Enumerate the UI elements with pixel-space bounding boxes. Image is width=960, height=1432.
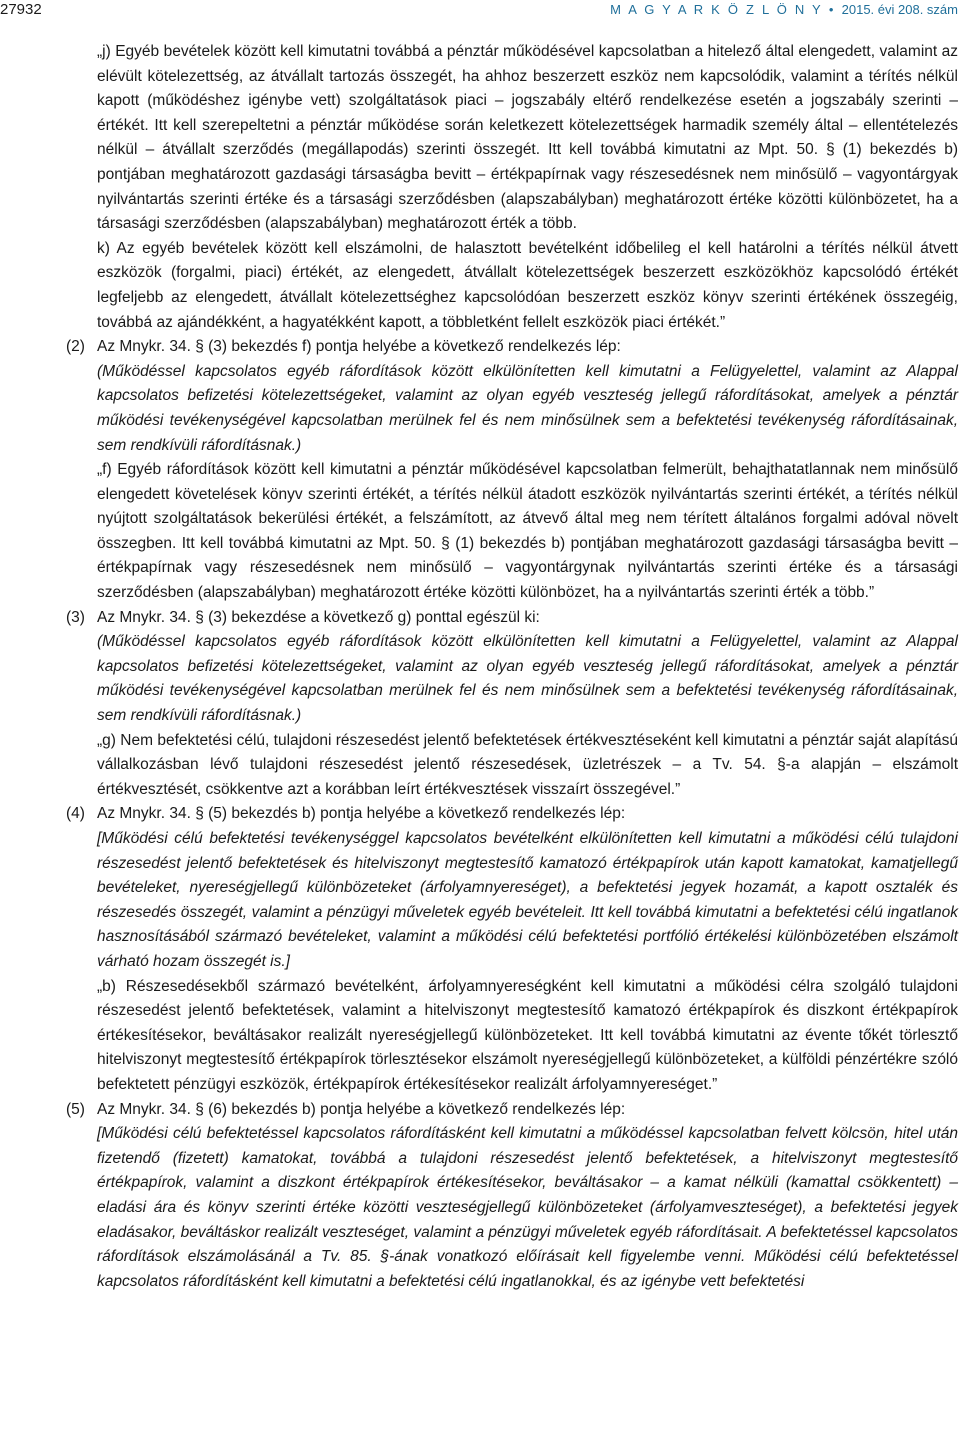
item-5-intro: Az Mnykr. 34. § (6) bekezdés b) pontja helyébe a következő rendelkezés lép: bbox=[97, 1100, 626, 1118]
item-5-context: [Működési célú befektetéssel kapcsolatos ráfordításként kell kimutatni a működéssel kapcsolatban felvett kölcsön, hitel után fizetendő (fizetett) kamatokat, továbbá a tulajdoni részesedést jelentő befektetések, a hitelviszonyt megtestesítő értékpapírok, valamint a diszkont értékpapírok értékesítésekor, beváltásakor – a kamat nélküli (kamattal csökkentett) – eladási ára és könyv szerinti értéke közötti veszteségjellegű különbözeteket (árfolyamveszteséget), a befektetési jegyek eladásakor, beváltáskor realizált veszteséget, valamint a pénzügyi műveletek egyéb ráfordításait. A befektetéssel kapcsolatos ráfordítások elszámolásánál a Tv. 85. §-ának vonatkozó előírásait kell figyelembe venni. Működési célú befektetéssel kapcsolatos ráfordításként kell kimutatni a befektetési célú ingatlanokkal, és az igénybe vett befektetési bbox=[97, 1125, 958, 1290]
item-2-context: (Működéssel kapcsolatos egyéb ráfordítások között elkülönítetten kell kimutatni a Felügyelettel, valamint az Alappal kapcsolatos befizetési kötelezettségeket, valamint az olyan egyéb veszteség jellegű ráfordításokat, amelyek a pénztár működési tevékenységével kapcsolatban merülnek fel és nem minősülnek sem a befektetési tevékenység ráfordításainak, sem rendkívüli ráfordításnak.) bbox=[97, 362, 958, 454]
item-2-quote: „f) Egyéb ráfordítások között kell kimutatni a pénztár működésével kapcsolatban felmerült, behajthatatlannak nem minősülő elengedett követelések könyv szerinti értékét, a térítés nélkül átadott eszközök nyilvántartás szerinti értékét, a térítés nélkül nyújtott szolgáltatások bekerülési értékét, a felszámított, az átvevő által meg nem térített általános forgalmi adóval növelt összegben. Itt kell továbbá kimutatni az Mpt. 50. § (1) bekezdés b) pontjában meghatározott gazdasági társaságba bevitt – értékpapírnak vagy részesedésnek nem minősülő – vagyontárgynak nyilvántartás szerinti értéke és a társasági szerződésben (alapszabályban) meghatározott értéke közötti különbözet, ha a nyilvántartás szerinti érték a több.” bbox=[97, 461, 958, 602]
item-4-quote: „b) Részesedésekből származó bevételként, árfolyamnyereségként kell kimutatni a működési célra szolgáló tulajdoni részesedést jelentő befektetések, valamint a hitelviszonyt megtestesítő kamatozó értékpapírok és diszkont értékpapírok értékesítésekor, beváltásakor realizált nyereségjellegű különbözeteket. Itt kell továbbá kimutatni az évente tőkét törlesztő hitelviszonyt megtestesítő értékpapírok törlesztésekor elszámolt nyereségjellegű különbözeteket, a külföldi pénzértékre szóló befektetett pénzügyi eszközök, értékpapírok értékesítésekor realizált árfolyamnyereséget.” bbox=[97, 977, 958, 1093]
section-item-2 bbox=[0, 335, 960, 360]
section-item-3 bbox=[0, 606, 960, 631]
page-header bbox=[0, 0, 960, 22]
paragraph-k-quote: k) Az egyéb bevételek között kell elszámolni, de halasztott bevételként időbelileg el kell határolni a térítés nélkül átvett eszközök (forgalmi, piaci) értékét, az elengedett, átvállalt kötelezettségek beszerzett eszközökhöz kapcsolódó értékét legfeljebb az elengedett, átvállalt kötelezettséghez kapcsolódóan beszerzett eszköz könyv szerinti értékének összegéig, továbbá az ajándékként, a hagyatékként kapott, a többletként fellelt eszközök piaci értékét.” bbox=[97, 239, 958, 331]
item-3-quote: „g) Nem befektetési célú, tulajdoni részesedést jelentő befektetések értékvesztéseként kell kimutatni a pénztár saját alapítású vállalkozásban lévő tulajdoni részesedést jelentő részesedések, üzletrészek – a Tv. 54. §-a alapján – elszámolt értékvesztését, csökkentve azt a korábban leírt értékvesztések visszaírt összegével.” bbox=[97, 731, 958, 798]
item-2-intro: Az Mnykr. 34. § (3) bekezdés f) pontja helyébe a következő rendelkezés lép: bbox=[97, 338, 621, 356]
section-item-4 bbox=[0, 802, 960, 827]
section-item-5 bbox=[0, 1098, 960, 1123]
item-number-5: (5) bbox=[66, 1100, 85, 1118]
item-number-4: (4) bbox=[66, 805, 85, 823]
document-body bbox=[0, 40, 960, 1294]
item-4-context: [Működési célú befektetési tevékenységgel kapcsolatos bevételként elkülönítetten kell kimutatni a működési célú tulajdoni részesedést jelentő befektetések és hitelviszonyt megtestesítő kamatozó értékpapírok után kapott kamatokat, kamatjellegű bevételeket, nyereségjellegű különbözeteket (árfolyamnyereséget), a befektetési jegyek hozamát, a kapott osztalék és részesedés összegét, valamint a pénzügyi műveletek egyéb bevételeit. Itt kell továbbá kimutatni a befektetési célú ingatlanok hasznosításából származó bevételeket, valamint a működési célú befektetési portfólió értékelési különbözetében elszámolt várható hozam összegét is.] bbox=[97, 830, 958, 970]
item-3-intro: Az Mnykr. 34. § (3) bekezdése a következő g) ponttal egészül ki: bbox=[97, 608, 540, 626]
paragraph-j-quote: „j) Egyéb bevételek között kell kimutatni továbbá a pénztár működésével kapcsolatban a hitelező által elengedett, valamint az elévült kötelezettség, az átvállalt tartozás összegét, ha ahhoz beszerzett eszköz nem kapcsolódik, valamint a térítés nélkül kapott (működéshez igénybe vett) szolgáltatások piaci – jogszabály eltérő rendelkezése esetén a jogszabály szerinti – értékét. Itt kell szerepeltetni a pénztár működése során keletkezett kötelezettségek harmadik személy által – ellentételezés nélkül – átvállalt szerződés (megállapodás) szerinti összegét. Itt kell továbbá kimutatni az Mpt. 50. § (1) bekezdés b) pontjában meghatározott gazdasági társaságba bevitt – értékpapírnak vagy részesedésnek nem minősülő – vagyontárgyak nyilvántartás szerinti értéke és a társasági szerződésben (alapszabályban) meghatározott értéke közötti különbözetet, ha a társasági szerződésben (alapszabályban) meghatározott érték a több. bbox=[97, 43, 958, 233]
item-3-context: (Működéssel kapcsolatos egyéb ráfordítások között elkülönítetten kell kimutatni a Felügyelettel, valamint az Alappal kapcsolatos befizetési kötelezettségeket, valamint az olyan egyéb veszteség jellegű ráfordításokat, amelyek a pénztár működési tevékenységével kapcsolatban merülnek fel és nem minősülnek sem a befektetési tevékenység ráfordításainak, sem rendkívüli ráfordításnak.) bbox=[97, 633, 958, 725]
header-bullet: • bbox=[828, 2, 836, 17]
journal-title bbox=[610, 2, 958, 17]
issue-date: 2015. évi 208. szám bbox=[841, 2, 958, 17]
item-number-2: (2) bbox=[66, 338, 85, 356]
journal-name: M A G Y A R K Ö Z L Ö N Y bbox=[610, 2, 823, 17]
item-number-3: (3) bbox=[66, 608, 85, 626]
page-number: 27932 bbox=[0, 1, 42, 18]
item-4-intro: Az Mnykr. 34. § (5) bekezdés b) pontja helyébe a következő rendelkezés lép: bbox=[97, 805, 626, 823]
